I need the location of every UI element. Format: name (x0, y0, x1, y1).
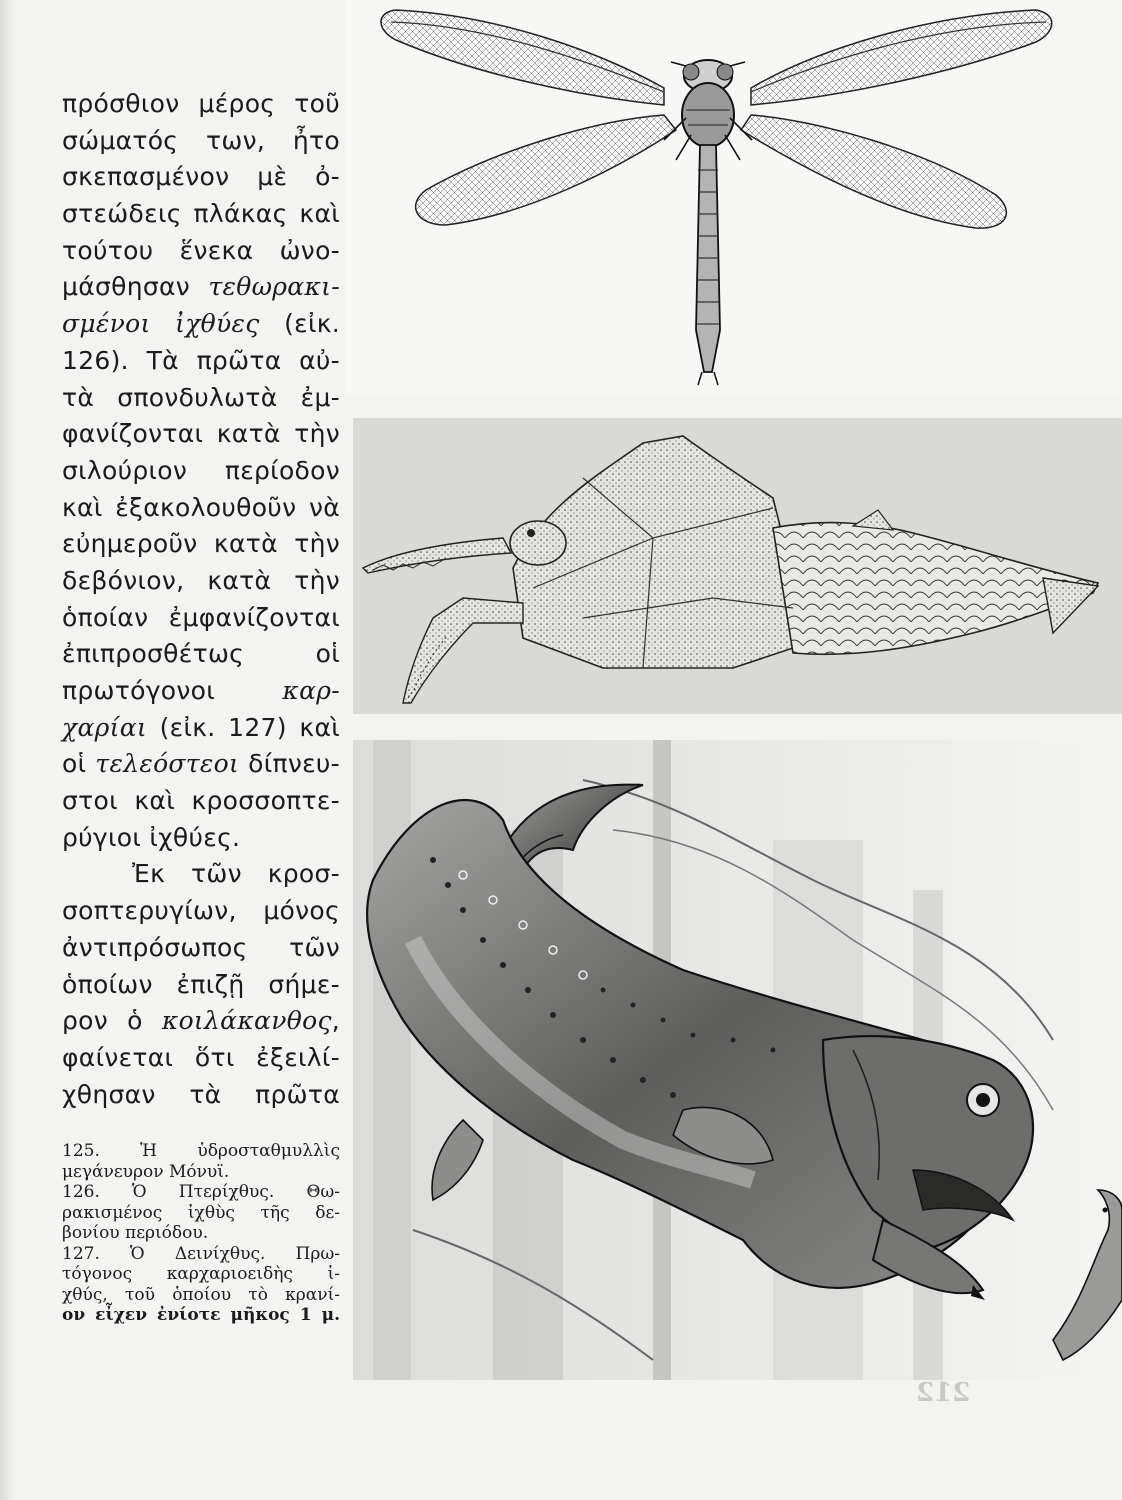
body-line: εὐημεροῦν κατὰ τὴν (62, 529, 340, 559)
caption-line: 125. Ἡ ὑδροσταθμυλλὶς (62, 1141, 340, 1161)
body-line: Ἐκ τῶν κροσ- (132, 859, 340, 889)
dragonfly-illustration (346, 0, 1122, 395)
body-line: ὁποίαν ἐμφανίζονται (62, 602, 340, 632)
body-line: φανίζονται κατὰ τὴν (62, 419, 340, 449)
body-line: σμένοι ἰχθύες (εἰκ. (62, 309, 340, 339)
body-line: πρωτόγονοι καρ- (62, 676, 340, 705)
body-line: φαίνεται ὅτι ἐξειλί- (62, 1042, 340, 1072)
body-line: μάσθησαν τεθωρακι- (62, 272, 340, 302)
body-line: ρύγιοι ἰχθύες. (62, 822, 241, 852)
caption-line: μεγάνευρον Μόνυϊ. (62, 1161, 230, 1182)
body-text-column (62, 86, 340, 1113)
italic-term: χαρίαι (62, 712, 148, 742)
figure-126-pterichthys (353, 418, 1122, 714)
body-line: χθησαν τὰ πρῶτα (62, 1079, 340, 1109)
pterichthys-illustration (353, 418, 1122, 714)
italic-term: τελεόστεοι (95, 749, 240, 779)
body-line: δεβόνιον, κατὰ τὴν (62, 565, 340, 595)
page-binding-edge (0, 0, 14, 1500)
body-line: σοπτερυγίων, μόνος (62, 896, 340, 926)
figure-125-dragonfly (346, 0, 1122, 395)
body-line: οἱ τελεόστεοι δίπνευ- (62, 749, 340, 779)
body-line: ἀντιπρόσωπος τῶν (62, 932, 340, 962)
figure-127-dinichthys (353, 740, 1122, 1380)
caption-line: ον εἶχεν ἐνίοτε μῆκος 1 μ. (62, 1305, 340, 1325)
body-line: στοι καὶ κροσσοπτε- (62, 786, 340, 816)
figure-captions (62, 1141, 340, 1326)
body-line: πρόσθιον μέρος τοῦ (62, 89, 340, 118)
caption-line: βονίου περιόδου. (62, 1223, 209, 1243)
caption-line: 126. Ὁ Πτερίχθυς. Θω- (62, 1182, 340, 1202)
bleed-through-page-number: 212 (916, 1378, 971, 1408)
body-line: στεώδεις πλάκας καὶ (62, 199, 340, 229)
body-line: ἐπιπροσθέτως οἱ (62, 639, 340, 669)
italic-term: καρ- (282, 676, 340, 705)
dinichthys-illustration (353, 740, 1122, 1380)
body-line: χαρίαι (εἰκ. 127) καὶ (62, 712, 340, 742)
caption-line: χθύς, τοῦ ὁποίου τὸ κρανί- (62, 1284, 340, 1305)
caption-line: 127. Ὁ Δεινίχθυς. Πρω- (62, 1243, 340, 1264)
body-line: σιλούριον περίοδον (62, 455, 340, 485)
italic-term: τεθωρακι- (208, 272, 340, 302)
body-line: τούτου ἕνεκα ὠνο- (62, 235, 340, 265)
body-line: σώματός των, ἦτο (62, 125, 340, 155)
body-line: 126). Τὰ πρῶτα αὐ- (62, 345, 340, 375)
italic-term: σμένοι ἰχθύες (62, 309, 260, 339)
body-line: ὁποίων ἐπιζῇ σήμε- (62, 969, 340, 999)
caption-line: ρακισμένος ἰχθὺς τῆς δε- (62, 1202, 340, 1223)
body-line: καὶ ἐξακολουθοῦν νὰ (62, 492, 340, 522)
italic-term: κοιλάκανθος (161, 1006, 332, 1036)
body-line: σκεπασμένον μὲ ὀ- (62, 162, 340, 192)
body-line: τὰ σπονδυλωτὰ ἐμ- (62, 382, 340, 412)
body-line: ρον ὁ κοιλάκανθος, (62, 1006, 340, 1036)
caption-line: τόγονος καρχαριοειδὴς ἰ- (62, 1264, 340, 1284)
